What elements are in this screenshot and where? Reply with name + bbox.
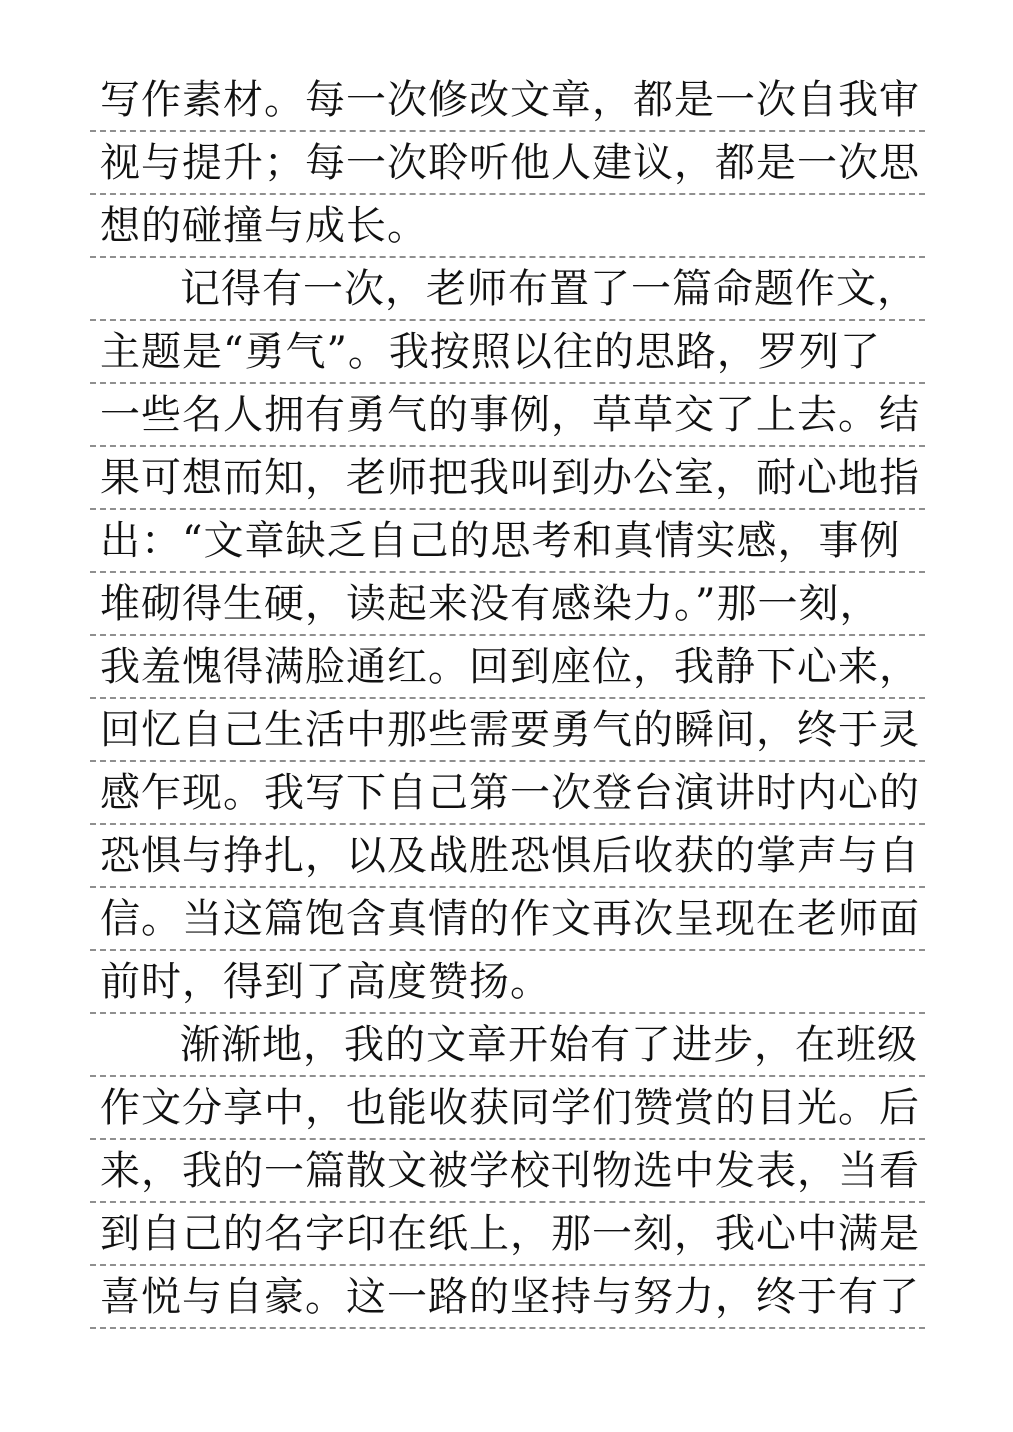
text-line: 主题是“勇气”。我按照以往的思路，罗列了 — [90, 321, 925, 384]
text-line: 视与提升；每一次聆听他人建议，都是一次思 — [90, 132, 925, 195]
text-line: 堆砌得生硬，读起来没有感染力。”那一刻， — [90, 573, 925, 636]
text-line: 作文分享中，也能收获同学们赞赏的目光。后 — [90, 1077, 925, 1140]
text-line: 我羞愧得满脸通红。回到座位，我静下心来， — [90, 636, 925, 699]
text-line: 写作素材。每一次修改文章，都是一次自我审 — [90, 69, 925, 132]
text-line: 回忆自己生活中那些需要勇气的瞬间，终于灵 — [90, 699, 925, 762]
text-line: 恐惧与挣扎，以及战胜恐惧后收获的掌声与自 — [90, 825, 925, 888]
text-line: 来，我的一篇散文被学校刊物选中发表，当看 — [90, 1140, 925, 1203]
text-line: 喜悦与自豪。这一路的坚持与努力，终于有了 — [90, 1266, 925, 1329]
text-line: 信。当这篇饱含真情的作文再次呈现在老师面 — [90, 888, 925, 951]
text-line: 想的碰撞与成长。 — [90, 195, 925, 258]
text-line: 感乍现。我写下自己第一次登台演讲时内心的 — [90, 762, 925, 825]
text-line: 出：“文章缺乏自己的思考和真情实感，事例 — [90, 510, 925, 573]
ruled-text-lines — [90, 69, 925, 1329]
paragraph-start-line: 记得有一次，老师布置了一篇命题作文， — [90, 258, 925, 321]
text-line: 到自己的名字印在纸上，那一刻，我心中满是 — [90, 1203, 925, 1266]
paragraph-start-line: 渐渐地，我的文章开始有了进步，在班级 — [90, 1014, 925, 1077]
text-line: 前时，得到了高度赞扬。 — [90, 951, 925, 1014]
text-line: 果可想而知，老师把我叫到办公室，耐心地指 — [90, 447, 925, 510]
text-line: 一些名人拥有勇气的事例，草草交了上去。结 — [90, 384, 925, 447]
